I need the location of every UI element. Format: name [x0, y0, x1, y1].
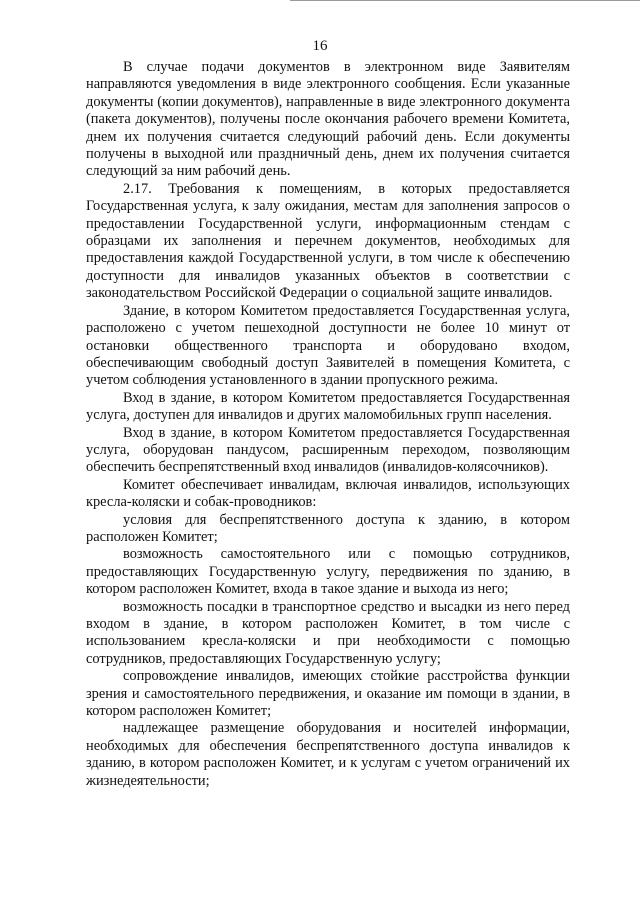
list-item-access-conditions: условия для беспрепятственного доступа к зданию, в котором расположен Комитет; — [86, 511, 570, 545]
paragraph-building-location: Здание, в котором Комитетом предоставляется Государственная услуга, расположено с учетом пешеходной доступности не более 10 минут от остановки общественного транспорта и оборудовано входом, обеспечивающим свободный доступ Заявителей в помещения Комитета, с учетом соблюдения установленного в здании пропускного режима. — [86, 302, 570, 389]
paragraph-committee-provides: Комитет обеспечивает инвалидам, включая инвалидов, использующих кресла-коляски и собак-проводников: — [86, 476, 570, 511]
list-item-movement: возможность самостоятельного или с помощью сотрудников, предоставляющих Государственную услугу, передвижения по зданию, в котором расположен Комитет, входа в такое здание и выхода из него; — [86, 546, 570, 598]
paragraph-electronic-submission: В случае подачи документов в электронном виде Заявителям направляются уведомления в виде электронного сообщения. Если указанные документы (копии документов), направленные в виде электронного документа (пакета документов), получены после окончания рабочего времени Комитета, днем их получения считается следующий рабочий день. Если документы получены в выходной или праздничный день, днем их получения считается следующий за ним рабочий день. — [86, 59, 570, 180]
list-item-transport: возможность посадки в транспортное средство и высадки из него перед входом в здание, в котором расположен Комитет, в том числе с использованием кресла-коляски и при необходимости с помощью сотрудников, предоставляющих Государственную услугу; — [86, 598, 570, 667]
paragraph-section-2-17: 2.17. Требования к помещениям, в которых предоставляется Государственная услуга, к залу ожидания, местам для заполнения запросов о предоставлении Государственной услуги, информационным стендам с образцами их заполнения и перечнем документов, необходимых для предоставления каждой Государственной услуги, в том числе к обеспечению доступности для инвалидов указанных объектов в соответствии с законодательством Российской Федерации о социальной защите инвалидов. — [86, 180, 570, 302]
list-item-escort: сопровождение инвалидов, имеющих стойкие расстройства функции зрения и самостоятельного передвижения, и оказание им помощи в здании, в котором расположен Комитет; — [86, 668, 570, 720]
paragraph-entrance-ramp: Вход в здание, в котором Комитетом предоставляется Государственная услуга, оборудован пандусом, расширенным переходом, позволяющим обеспечить беспрепятственный вход инвалидов (инвалидов-колясочников). — [86, 424, 570, 476]
list-item-equipment: надлежащее размещение оборудования и носителей информации, необходимых для обеспечения беспрепятственного доступа инвалидов к зданию, в котором расположен Комитет, и к услугам с учетом ограничений их жизнедеятельности; — [86, 720, 570, 789]
document-body — [86, 59, 570, 790]
paragraph-entrance-accessible: Вход в здание, в котором Комитетом предоставляется Государственная услуга, доступен для инвалидов и других маломобильных групп населения. — [86, 389, 570, 424]
page-number: 16 — [312, 38, 328, 54]
top-border-line — [290, 0, 640, 1]
